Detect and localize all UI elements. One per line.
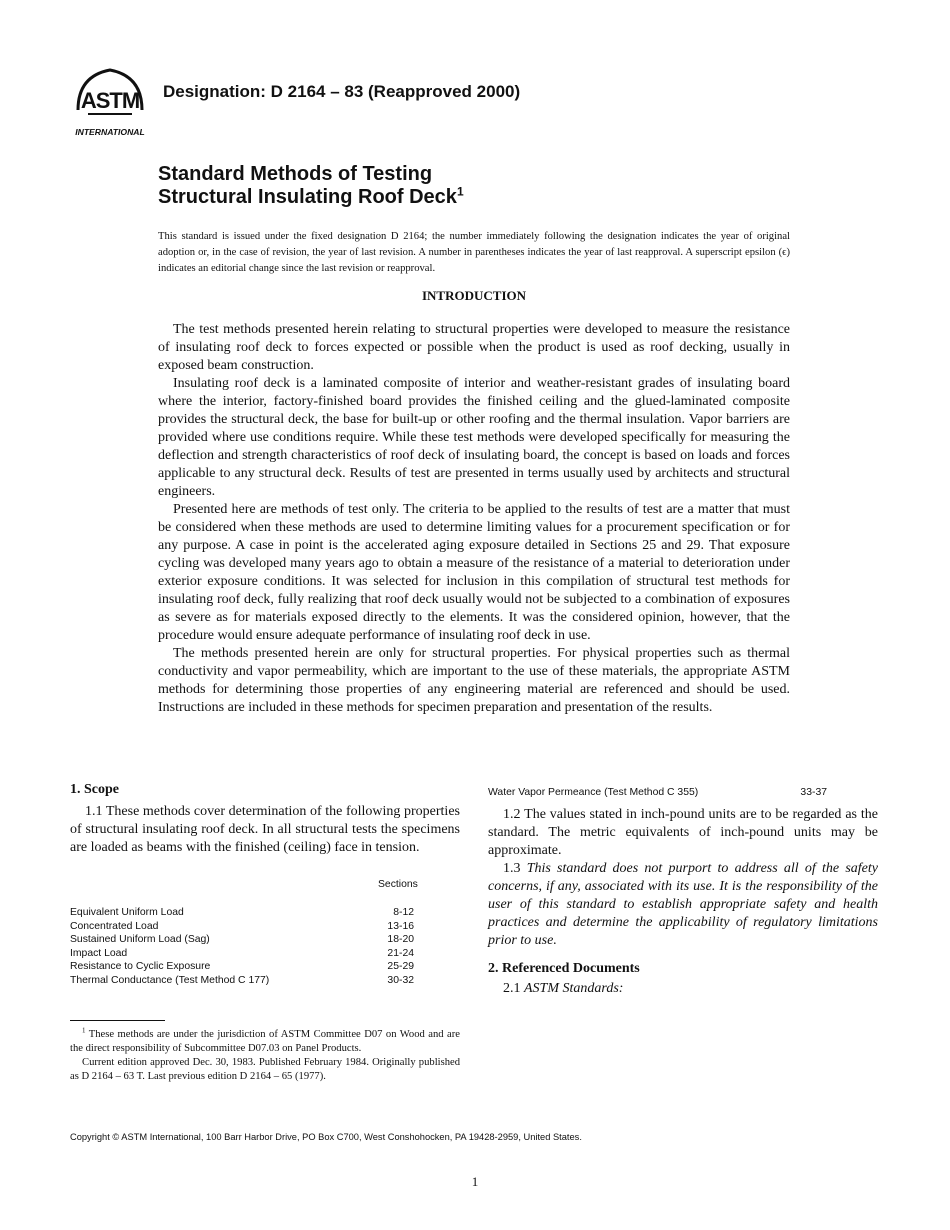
table-row [70, 920, 420, 934]
title-line-2-text: Structural Insulating Roof Deck [158, 186, 457, 208]
introduction [158, 321, 790, 717]
footnote-mark: 1 [82, 1026, 86, 1035]
scope-1-3-text: This standard does not purport to address all of the safety concerns, if any, associated with its use. It is the responsibility of the user of this standard to establish appropriate safety and health practices and determine the applicability of regulatory limitations prior to use. [488, 861, 878, 948]
footnote [70, 1028, 460, 1084]
table-row [70, 933, 420, 947]
logo-text: ASTM [80, 88, 140, 113]
intro-paragraph: Insulating roof deck is a laminated composite of interior and weather-resistant grades of insulating board where the interior, factory-finished board provides the finished ceiling and the glued-laminated composite provides the structural deck, the base for built-up or other roofing and the thermal insulation. Vapor barriers are provided where use conditions require. While these test methods were developed specifically for measuring the deflection and strength characteristics of roof deck of insulating board, the concept is based on loads and forces applicable to any structural deck. Results of test are presented in terms usually used by architects and structural engineers. [158, 376, 790, 499]
sections-table-continued [488, 786, 833, 800]
row-name: Resistance to Cyclic Exposure [70, 961, 211, 972]
table-row [70, 960, 420, 974]
row-name: Impact Load [70, 947, 128, 959]
designation: Designation: D 2164 – 83 (Reapproved 2000) [163, 82, 521, 101]
scope-1-2: 1.2 The values stated in inch-pound units are to be regarded as the standard. The metric equivalents of inch-pound units may be approximate. [488, 807, 878, 858]
footnote-divider [70, 1020, 165, 1021]
title-footnote-mark: 1 [456, 184, 464, 199]
row-sections: 21-24 [387, 947, 414, 959]
referenced-2-1 [488, 980, 878, 998]
intro-paragraph: The methods presented herein are only for structural properties. For physical properties such as thermal conductivity and vapor permeability, which are important to the use of these materials, the appropriate ASTM methods for determining those properties of any engineering material are referenced and should be used. Instructions are included in these methods for specimen preparation and presentation of the results. [158, 646, 790, 715]
row-sections: 18-20 [387, 934, 414, 945]
page-number: 1 [471, 1174, 479, 1189]
astm-logo [68, 64, 152, 140]
title-line-2 [158, 186, 464, 209]
scope-1-3 [488, 860, 878, 950]
table-row [70, 974, 420, 988]
row-sections: 13-16 [387, 920, 414, 932]
left-column [70, 781, 460, 857]
scope-1-1: 1.1 These methods cover determination of the following properties of structural insulating roof deck. In all structural tests the specimens are loaded as beams with the finished (ceiling) face in tension. [70, 804, 460, 855]
scope-1-3-num: 1.3 [503, 861, 521, 876]
sections-table [70, 906, 420, 987]
footnote-2: Current edition approved Dec. 30, 1983. Published February 1984. Originally published as D 2164 – 63 T. Last previous edition D 2164 – 65 (1977). [70, 1057, 460, 1082]
sections-header: Sections [378, 879, 418, 890]
referenced-heading: 2. Referenced Documents [488, 961, 640, 976]
intro-paragraph: The test methods presented herein relating to structural properties were developed to measure the resistance of insulating roof deck to forces expected or possible when the product is used as roof decking, usually in exposed beam construction. [158, 322, 790, 373]
table-row [70, 906, 420, 920]
row-sections: 25-29 [387, 961, 414, 972]
row-sections: 33-37 [800, 787, 827, 798]
table-row [70, 947, 420, 961]
row-name: Equivalent Uniform Load [70, 907, 184, 918]
footnote-1 [70, 1028, 460, 1056]
astm-logo-mark [68, 64, 152, 140]
referenced-2-1-text: ASTM Standards: [524, 981, 624, 996]
scope-heading: 1. Scope [70, 782, 119, 797]
row-name: Water Vapor Permeance (Test Method C 355) [488, 787, 699, 798]
footnote-1-text: These methods are under the jurisdiction of ASTM Committee D07 on Wood and are the direct responsibility of Subcommittee D07.03 on Panel Products. [70, 1029, 460, 1054]
title-line-1: Standard Methods of Testing [158, 163, 433, 185]
standard-notice: This standard is issued under the fixed designation D 2164; the number immediately following the designation indicates the year of original adoption or, in the case of revision, the year of last revision. A number in parentheses indicates the year of last reapproval. A superscript epsilon (ϵ) indicates an editorial change since the last revision or reapproval. [158, 231, 790, 274]
row-sections: 30-32 [387, 974, 414, 986]
row-name: Concentrated Load [70, 920, 159, 932]
intro-paragraph: Presented here are methods of test only. The criteria to be applied to the results of test are a matter that must be considered when these methods are used to determine limiting values for a procurement specification or for any purpose. A case in point is the accelerated aging exposure detailed in Sections 25 and 29. That exposure cycling was developed many years ago to obtain a measure of the resistance of a material to deterioration under exterior exposure conditions. It was selected for inclusion in this compilation of structural test methods for insulating roof deck, fully realizing that roof deck usually would not be subjected to a combination of exposures as severe as for materials exposed directly to the elements. It was the considered opinion, however, that the procedure would ensure adequate performance of insulating roof deck in use. [158, 502, 790, 643]
table-row [488, 786, 833, 800]
referenced-2-1-num: 2.1 [503, 981, 521, 996]
copyright: Copyright © ASTM International, 100 Barr Harbor Drive, PO Box C700, West Conshohocken, PA 19428-2959, United States. [70, 1132, 582, 1142]
row-sections: 8-12 [393, 907, 414, 918]
logo-international: INTERNATIONAL [75, 127, 145, 137]
row-name: Thermal Conductance (Test Method C 177) [70, 974, 270, 986]
introduction-heading: INTRODUCTION [421, 288, 526, 303]
right-column [488, 806, 878, 998]
page-title [158, 163, 464, 209]
row-name: Sustained Uniform Load (Sag) [70, 934, 210, 945]
